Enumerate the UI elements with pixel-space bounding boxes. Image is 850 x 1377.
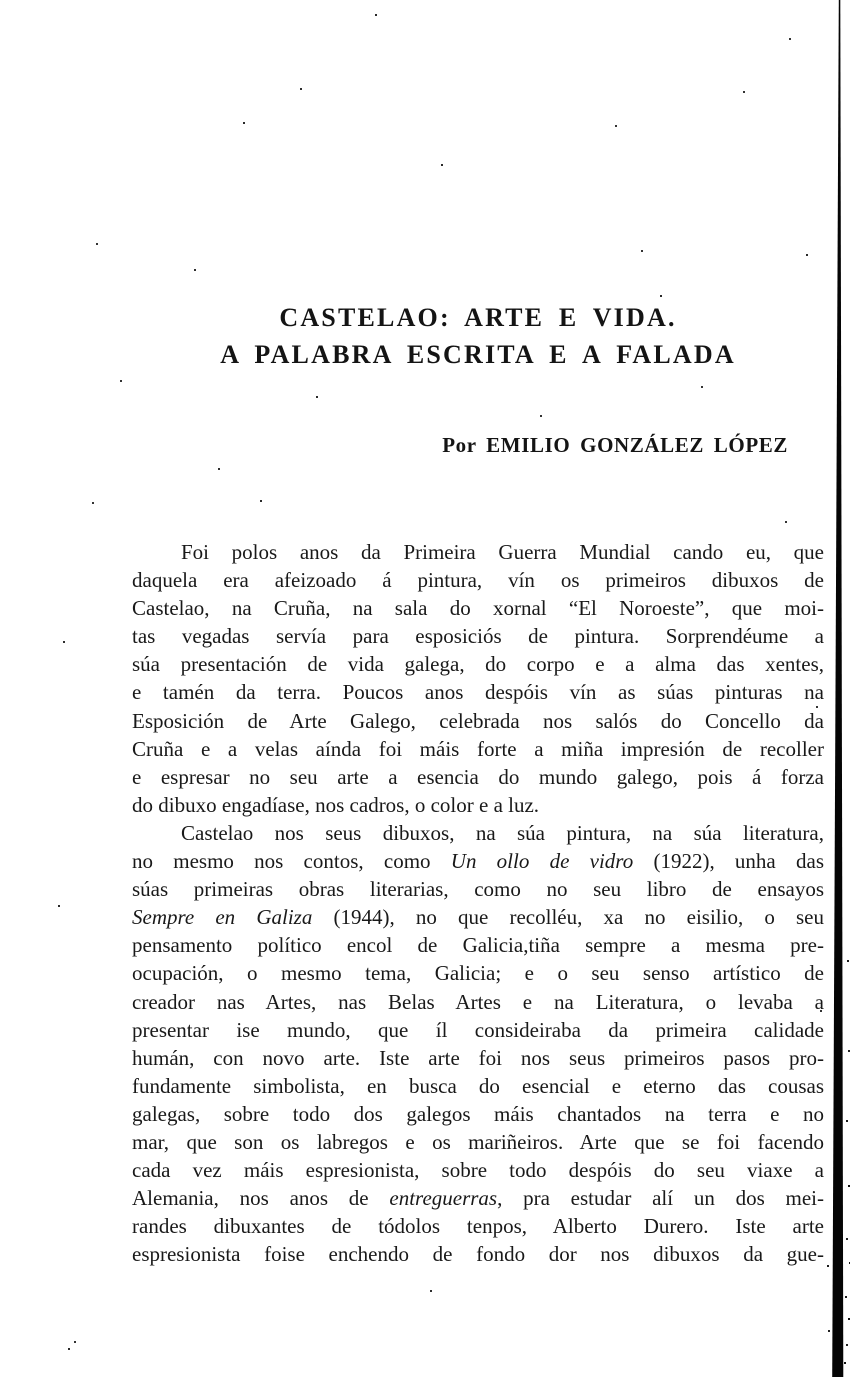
text-line: mar, que son os labregos e os mariñeiros. Arte que se foi facendo	[132, 1129, 824, 1154]
text-line: fundamente simbolista, en busca do esencial e eterno das cousas	[132, 1073, 824, 1098]
page-edge-scan-line	[831, 0, 846, 1377]
text-line: humán, con novo arte. Iste arte foi nos seus primeiros pasos pro-	[132, 1045, 824, 1070]
text-line: Castelao, na Cruña, na sala do xornal “El Noroeste”, que moi-	[132, 596, 824, 621]
text-line: galegas, sobre todo dos galegos máis chantados na terra e no	[132, 1101, 824, 1126]
text-line: Castelao nos seus dibuxos, na súa pintura, na súa literatura,	[181, 820, 824, 845]
title-line-1: CASTELAO: ARTE E VIDA.	[279, 303, 677, 333]
text-line: cada vez máis espresionista, sobre todo despóis do seu viaxe a	[132, 1158, 824, 1183]
text-line: presentar ise mundo, que íl consideiraba da primeira calidade	[132, 1017, 824, 1042]
text-line: Cruña e a velas aínda foi máis forte a miña impresión de recoller	[132, 736, 824, 761]
text-line: daquela era afeizoado á pintura, vín os primeiros dibuxos de	[132, 568, 824, 593]
paragraph	[132, 538, 824, 819]
text-line: Alemania, nos anos de entreguerras, pra estudar alí un dos mei-	[132, 1186, 824, 1211]
text-line: Foi polos anos da Primeira Guerra Mundial cando eu, que	[181, 540, 824, 564]
text-line: no mesmo nos contos, como Un ollo de vidro (1922), unha das	[132, 849, 824, 874]
byline: Por EMILIO GONZÁLEZ LÓPEZ	[442, 433, 788, 457]
text-line: súa presentación de vida galega, do corpo e a alma das xentes,	[132, 652, 824, 677]
text-line: e tamén da terra. Poucos anos despóis vín as súas pinturas na	[132, 680, 824, 705]
text-line: do dibuxo engadíase, nos cadros, o color e a luz.	[132, 792, 540, 817]
edge-noise-specks	[0, 0, 2, 2]
text-line: ocupación, o mesmo tema, Galicia; e o seu senso artístico de	[132, 961, 824, 986]
text-line: creador nas Artes, nas Belas Artes e na Literatura, o levaba a	[132, 989, 824, 1014]
paragraph	[132, 819, 824, 1269]
text-line: Sempre en Galiza (1944), no que recolléu, xa no eisilio, o seu	[132, 905, 824, 930]
text-line: pensamento político encol de Galicia,tiña sempre a mesma pre-	[132, 933, 824, 958]
text-line: espresionista foise enchendo de fondo dor nos dibuxos da gue-	[132, 1242, 824, 1267]
text-line: súas primeiras obras literarias, como no seu libro de ensayos	[132, 877, 824, 902]
text-line: randes dibuxantes de tódolos tenpos, Alberto Durero. Iste arte	[132, 1214, 824, 1239]
text-line: Esposición de Arte Galego, celebrada nos salós do Concello da	[132, 708, 824, 733]
page-title	[132, 299, 824, 373]
article-body	[132, 538, 824, 1268]
title-line-2: A PALABRA ESCRITA E A FALADA	[220, 340, 736, 370]
text-line: e espresar no seu arte a esencia do mundo galego, pois á forza	[132, 764, 824, 789]
text-line: tas vegadas servía para esposiciós de pintura. Sorprendéume a	[132, 624, 824, 649]
